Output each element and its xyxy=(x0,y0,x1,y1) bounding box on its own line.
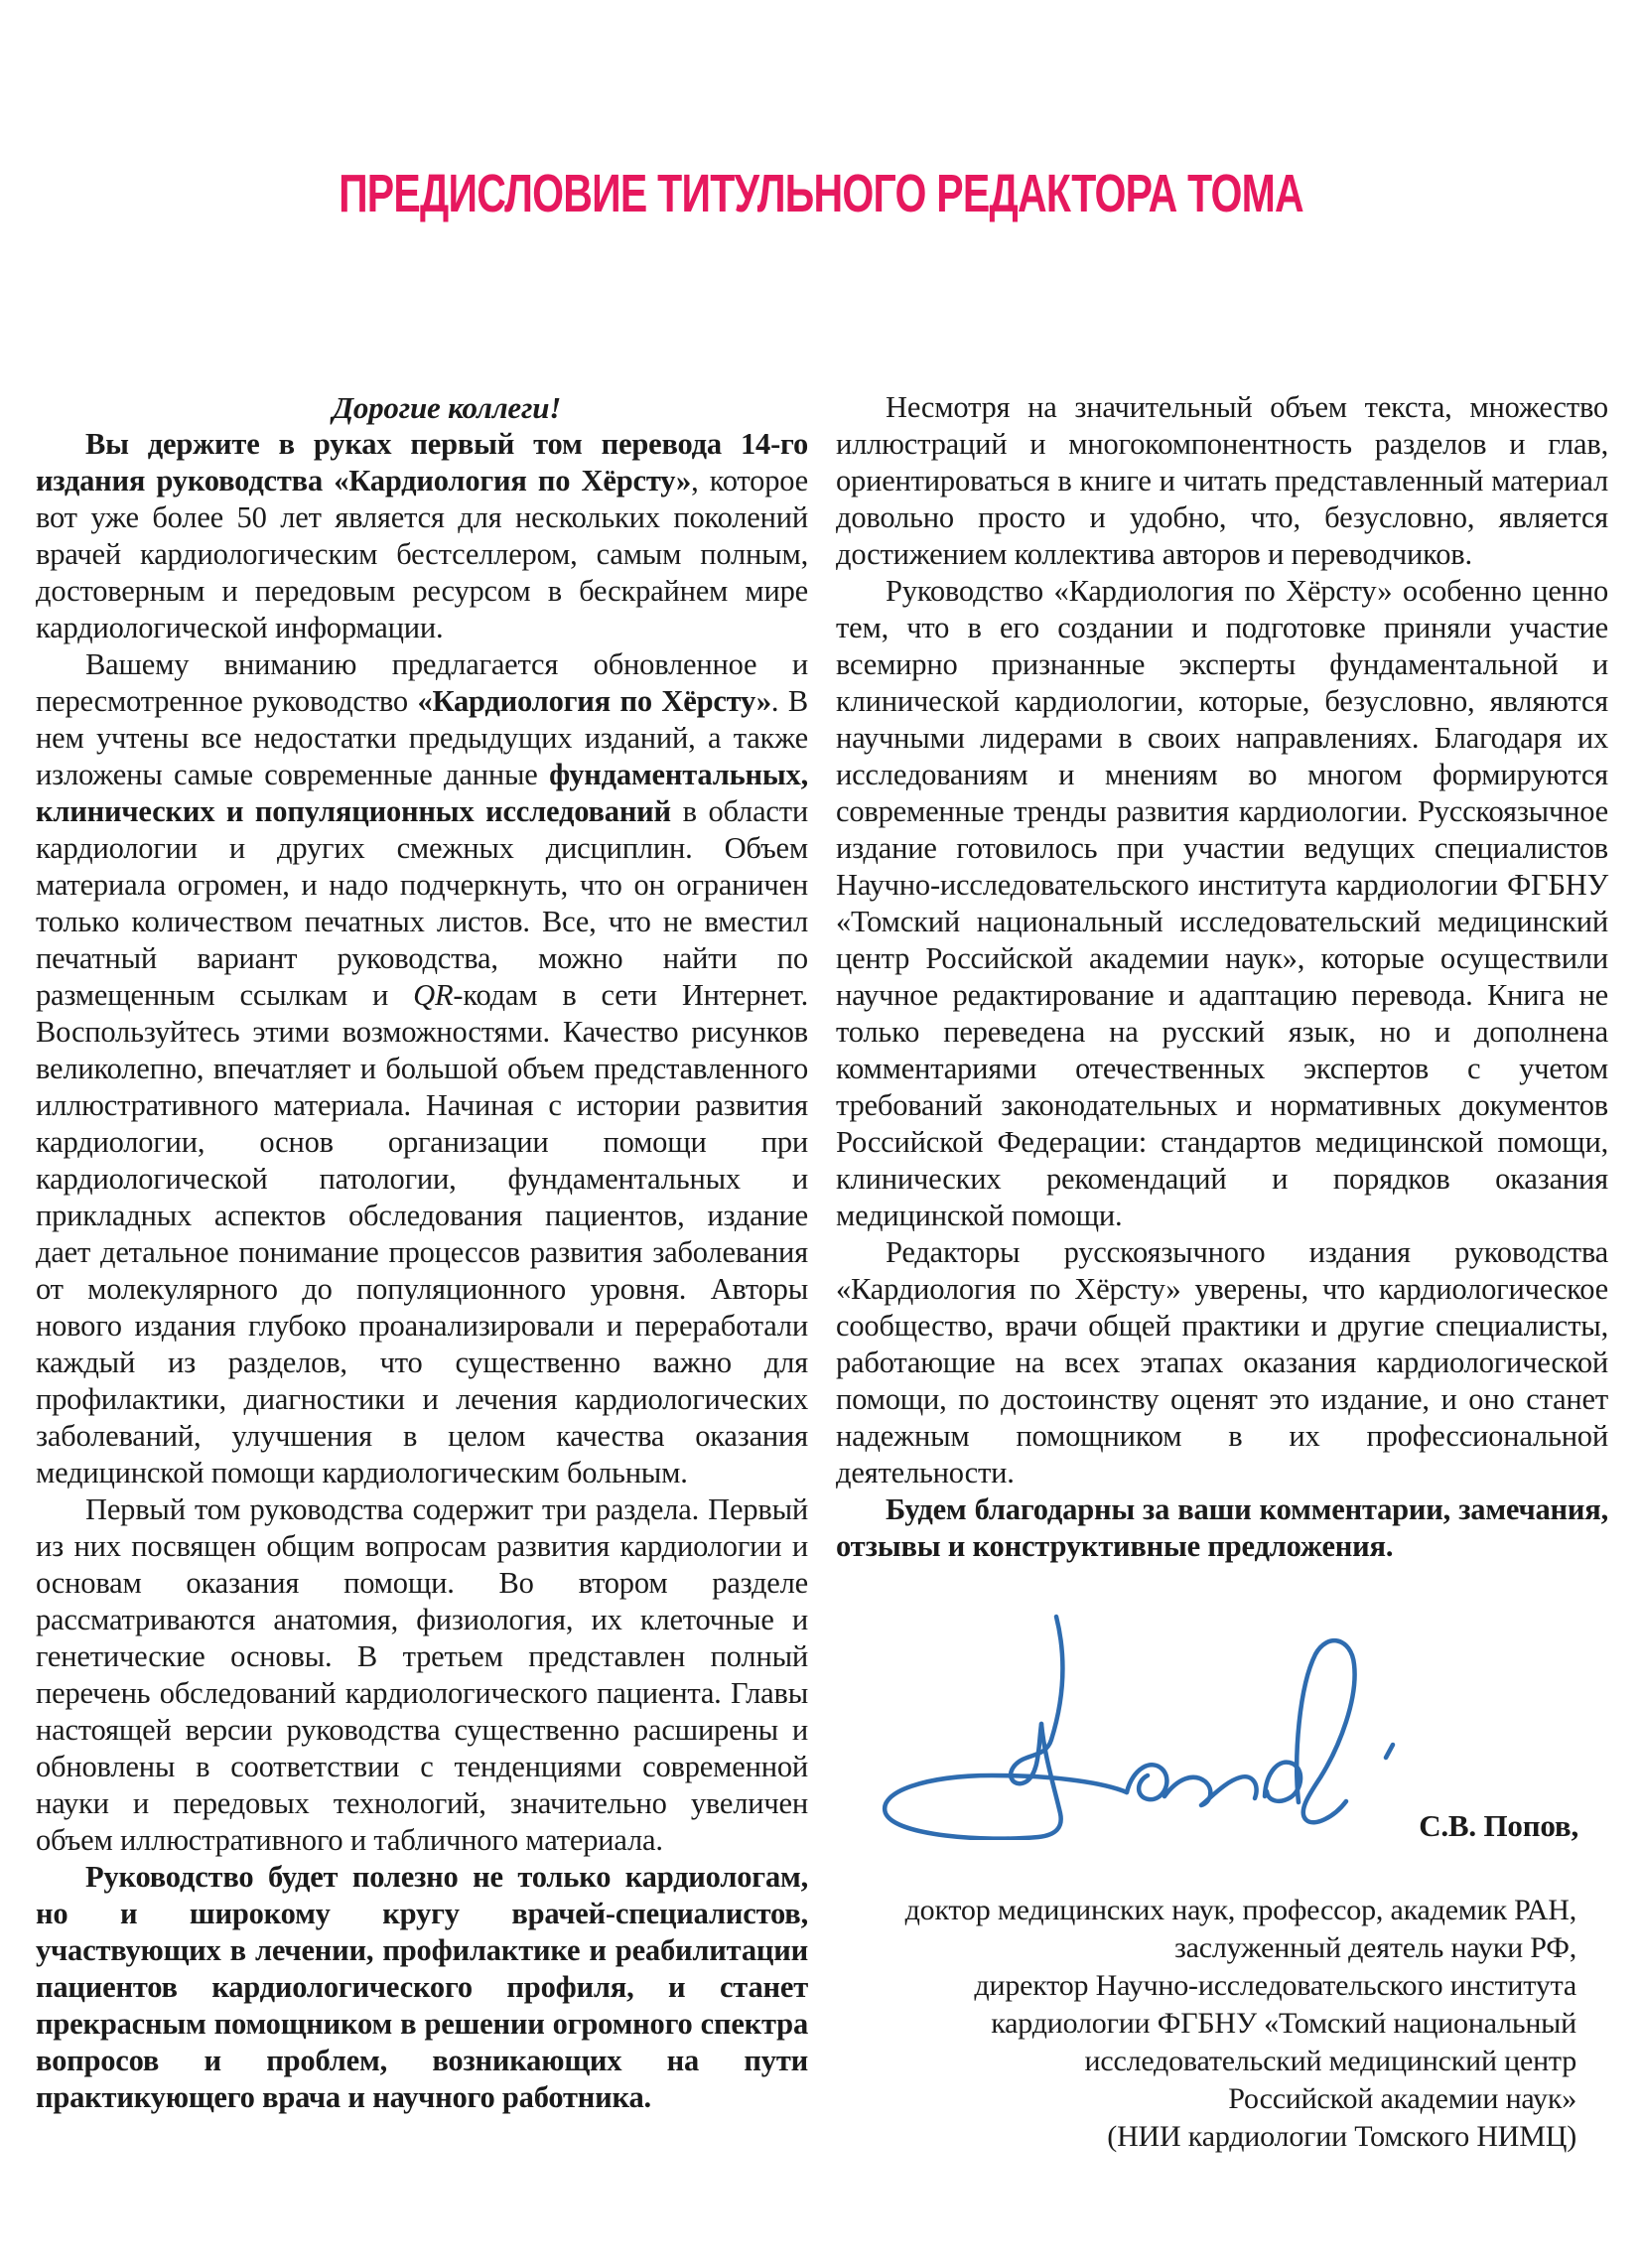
paragraph xyxy=(36,646,808,1491)
left-text-column xyxy=(36,389,808,2116)
text-segment: «Кардиология по Хёрсту» xyxy=(417,684,771,718)
handwritten-signature-icon xyxy=(866,1607,1402,1840)
credential-line: директор Научно-исследовательского института xyxy=(974,1969,1576,2002)
paragraph xyxy=(836,1234,1608,1491)
text-segment: -кодам в сети Интернет. Воспользуйтесь этими возможностями. Качество рисунков великолепно, впечатляет и большой объем представленного иллюстративного материала. Начиная с истории развития кардиологии, основ организации помощи при кардиологической патологии, фундаментальных и прикладных аспектов обследования пациентов, издание дает детальное понимание процессов развития заболевания от молекулярного до популяционного уровня. Авторы нового издания глубоко проанализировали и переработали каждый из разделов, что существенно важно для профилактики, диагностики и лечения кардиологических заболеваний, улучшения в целом качества оказания медицинской помощи кардиологическим больным. xyxy=(36,978,808,1489)
right-text-column xyxy=(836,389,1608,2156)
left-column-paragraphs xyxy=(36,426,808,2116)
page-title: ПРЕДИСЛОВИЕ ТИТУЛЬНОГО РЕДАКТОРА ТОМА xyxy=(339,164,1303,223)
right-column-paragraphs xyxy=(836,389,1608,1565)
text-segment: QR xyxy=(413,978,454,1012)
text-segment: , которое вот уже более 50 лет является для нескольких поколений врачей кардиологическим бестселлером, самым полным, достоверным и передовым ресурсом в бескрайнем мире кардиологической информации. xyxy=(36,464,809,644)
paragraph xyxy=(836,1491,1608,1565)
credential-line: (НИИ кардиологии Томского НИМЦ) xyxy=(1107,2120,1576,2153)
credential-line: исследовательский медицинский центр xyxy=(1084,2045,1576,2077)
text-segment: Руководство будет полезно не только кардиологам, но и широкому кругу врачей-специалистов, участвующих в лечении, профилактике и реабилитации пациентов кардиологического профиля, и станет прекрасным помощником в решении огромного спектра вопросов и проблем, возникающих на пути практикующего врача и научного работника. xyxy=(36,1860,808,2114)
signature-block xyxy=(836,1607,1608,1850)
credentials-block xyxy=(836,1892,1608,2156)
text-segment: Вы держите в руках первый том перевода 14-го издания руководства «Кардиология по Хёрсту» xyxy=(36,427,808,497)
text-segment: Руководство «Кардиология по Хёрсту» особенно ценно тем, что в его создании и подготовке приняли участие всемирно признанные эксперты фундаментальной и клинической кардиологии, которые, безусловно, являются научными лидерами в своих направлениях. Благодаря их исследованиям и мнениям во многом формируются современные тренды развития кардиологии. Русскоязычное издание готовилось при участии ведущих специалистов Научно-исследовательского института кардиологии ФГБНУ «Томский национальный исследовательский медицинский центр Российской академии наук», которые осуществили научное редактирование и адаптацию перевода. Книга не только переведена на русский язык, но и дополнена комментариями отечественных экспертов с учетом требований законодательных и нормативных документов Российской Федерации: стандартов медицинской помощи, клинических рекомендаций и порядков оказания медицинской помощи. xyxy=(836,574,1608,1232)
paragraph xyxy=(36,426,808,646)
paragraph xyxy=(36,1859,808,2116)
text-segment: в области кардиологии и других смежных дисциплин. Объем материала огромен, и надо подчеркнуть, что он ограничен только количеством печатных листов. Все, что не вместил печатный вариант руководства, можно найти по размещенным ссылкам и xyxy=(36,794,808,1012)
text-segment: Редакторы русскоязычного издания руководства «Кардиология по Хёрсту» уверены, что кардиологическое сообщество, врачи общей практики и другие специалисты, работающие на всех этапах оказания кардиологической помощи, по достоинству оценят это издание, и оно станет надежным помощником в их профессиональной деятельности. xyxy=(836,1235,1608,1489)
credential-line: доктор медицинских наук, профессор, академик РАН, xyxy=(904,1894,1576,1926)
text-segment: Несмотря на значительный объем текста, множество иллюстраций и многокомпонентность разделов и глав, ориентироваться в книге и читать представленный материал довольно просто и удобно, что, безусловно, является достижением коллектива авторов и переводчиков. xyxy=(836,390,1608,571)
text-segment: фундаментальных, клинических и популяционных исследований xyxy=(36,758,808,828)
signature-name: С.В. Попов, xyxy=(1419,1808,1578,1843)
text-segment: . В нем учтены все недостатки предыдущих изданий, а также изложены самые современные данные xyxy=(36,684,808,791)
paragraph xyxy=(836,389,1608,573)
credential-line: кардиологии ФГБНУ «Томский национальный xyxy=(991,2007,1576,2040)
paragraph xyxy=(36,1491,808,1859)
salutation: Дорогие коллеги! xyxy=(332,390,562,425)
text-segment: Будем благодарны за ваши комментарии, замечания, отзывы и конструктивные предложения. xyxy=(836,1492,1608,1563)
text-segment: Первый том руководства содержит три раздела. Первый из них посвящен общим вопросам развития кардиологии и основам оказания помощи. Во втором разделе рассматриваются анатомия, физиология, их клеточные и генетические основы. В третьем представлен полный перечень обследований кардиологического пациента. Главы настоящей версии руководства существенно расширены и обновлены в соответствии с тенденциями современной науки и передовых технологий, значительно увеличен объем иллюстративного и табличного материала. xyxy=(36,1492,808,1857)
credential-line: заслуженный деятель науки РФ, xyxy=(1173,1931,1576,1964)
credential-line: Российской академии наук» xyxy=(1228,2082,1576,2115)
text-segment: Вашему вниманию предлагается обновленное и пересмотренное руководство xyxy=(36,647,808,718)
paragraph xyxy=(836,573,1608,1234)
